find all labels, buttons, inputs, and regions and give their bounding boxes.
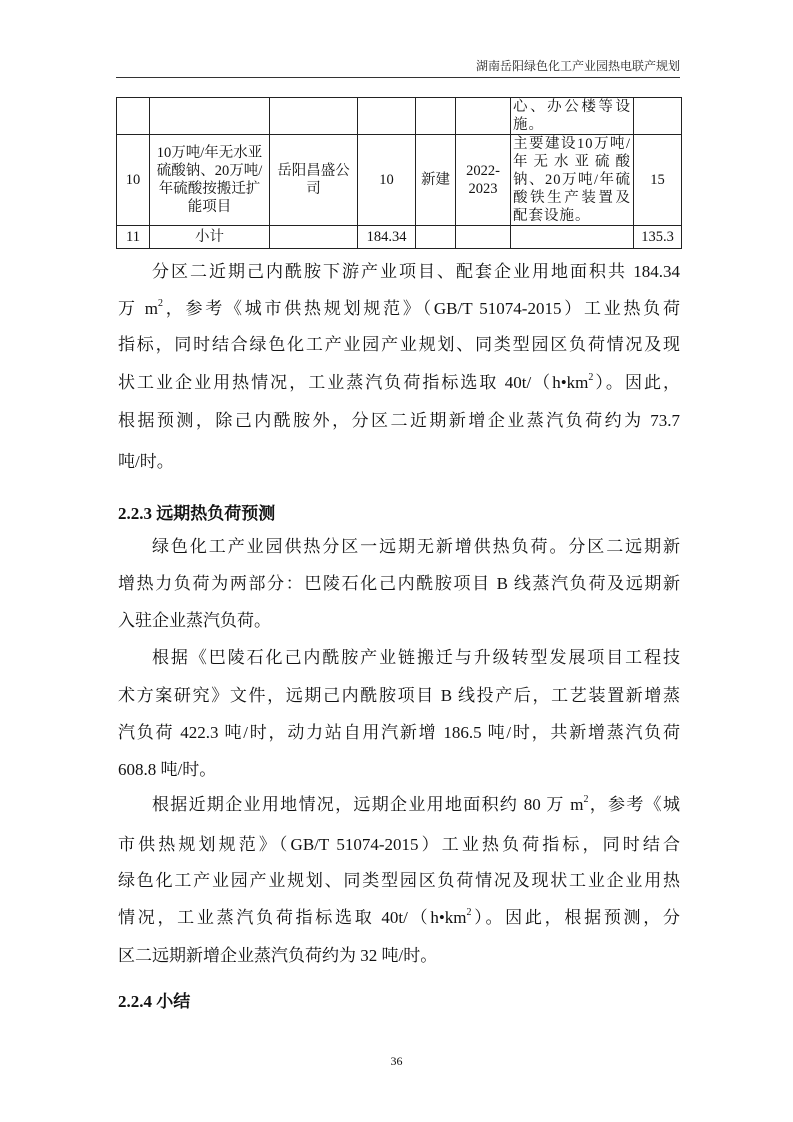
text-run: 分区二近期己内酰胺下游产业项目、配套企业用地面积共 184.34	[152, 262, 680, 281]
text-run: 入驻企业蒸汽负荷。	[118, 611, 271, 630]
text-run: 吨/时。	[118, 452, 174, 471]
section-heading: 2.2.4 小结	[118, 992, 191, 1011]
table-cell	[270, 226, 358, 249]
paragraph-line	[118, 835, 680, 855]
text-run: ，参考《城	[588, 795, 680, 814]
table-cell: 135.3	[634, 226, 682, 249]
paragraph-line	[118, 871, 680, 891]
table-row	[117, 226, 682, 249]
table-cell	[456, 98, 511, 135]
text-run: 状工业企业用热情况，工业蒸汽负荷指标选取 40t/（h•km	[118, 373, 589, 392]
table-cell: 新建	[416, 135, 456, 226]
table-cell: 小计	[150, 226, 270, 249]
paragraph-line	[118, 760, 680, 780]
table-cell: 主要建设10万吨/年无水亚硫酸钠、20万吨/年硫酸铁生产装置及配套设施。	[511, 135, 634, 226]
text-run: 情况，工业蒸汽负荷指标选取 40t/（h•km	[118, 908, 467, 927]
text-run: 区二远期新增企业蒸汽负荷约为 32 吨/时。	[118, 946, 438, 965]
text-run: ）。因此，	[593, 373, 681, 392]
table-cell	[117, 98, 150, 135]
paragraph-line	[118, 574, 680, 594]
paragraph-line	[118, 335, 680, 355]
table-cell	[358, 98, 416, 135]
table-row	[117, 98, 682, 135]
paragraph-line	[118, 299, 680, 319]
running-header: 湖南岳阳绿色化工产业园热电联产规划	[475, 59, 680, 73]
page-number: 36	[390, 1054, 403, 1068]
text-run: 608.8 吨/时。	[118, 760, 217, 779]
table-cell: 岳阳昌盛公司	[270, 135, 358, 226]
text-run: 指标，同时结合绿色化工产业园产业规划、同类型园区负荷情况及现	[118, 335, 680, 354]
section-heading: 2.2.3 远期热负荷预测	[118, 504, 276, 523]
text-run: 市供热规划规范》（GB/T 51074-2015）工业热负荷指标，同时结合	[118, 835, 680, 854]
paragraph-line	[152, 795, 680, 815]
paragraph-line	[118, 373, 680, 393]
text-run: 根据《巴陵石化己内酰胺产业链搬迁与升级转型发展项目工程技	[152, 648, 680, 667]
paragraph-line	[152, 648, 680, 668]
superscript: 2	[158, 298, 163, 309]
table-cell: 15	[634, 135, 682, 226]
table-cell: 184.34	[358, 226, 416, 249]
table-cell	[456, 226, 511, 249]
text-run: ）。因此，根据预测，分	[471, 908, 680, 927]
paragraph-line	[118, 411, 680, 431]
text-run: 汽负荷 422.3 吨/时，动力站自用汽新增 186.5 吨/时，共新增蒸汽负荷	[118, 723, 680, 742]
table-cell	[511, 226, 634, 249]
text-run: 绿色化工产业园供热分区一远期无新增供热负荷。分区二远期新	[152, 537, 680, 556]
table-cell: 心、办公楼等设施。	[511, 98, 634, 135]
table-cell: 10	[358, 135, 416, 226]
table-cell	[634, 98, 682, 135]
table-cell	[270, 98, 358, 135]
table-cell: 2022-2023	[456, 135, 511, 226]
paragraph-line	[152, 262, 680, 282]
text-run: 术方案研究》文件，远期己内酰胺项目 B 线投产后，工艺装置新增蒸	[118, 686, 680, 705]
text-run: ，参考《城市供热规划规范》（GB/T 51074-2015）工业热负荷	[163, 299, 680, 318]
table-cell: 10万吨/年无水亚硫酸钠、20万吨/年硫酸按搬迁扩能项目	[150, 135, 270, 226]
project-table	[116, 97, 682, 249]
paragraph-line	[118, 686, 680, 706]
superscript: 2	[466, 907, 472, 918]
superscript: 2	[588, 372, 594, 383]
header-rule	[116, 77, 680, 78]
table-cell	[150, 98, 270, 135]
table-cell	[416, 98, 456, 135]
superscript: 2	[583, 794, 589, 805]
text-run: 根据预测，除己内酰胺外，分区二近期新增企业蒸汽负荷约为 73.7	[118, 411, 680, 430]
paragraph-line	[118, 908, 680, 928]
paragraph-line	[152, 537, 680, 557]
text-run: 增热力负荷为两部分：巴陵石化己内酰胺项目 B 线蒸汽负荷及远期新	[118, 574, 680, 593]
table-cell	[416, 226, 456, 249]
text-run: 根据近期企业用地情况，远期企业用地面积约 80 万 m	[152, 795, 584, 814]
text-run: 万 m	[118, 299, 158, 318]
paragraph-line	[118, 452, 680, 472]
table-cell: 10	[117, 135, 150, 226]
table-cell: 11	[117, 226, 150, 249]
paragraph-line	[118, 611, 680, 631]
paragraph-line	[118, 723, 680, 743]
text-run: 绿色化工产业园产业规划、同类型园区负荷情况及现状工业企业用热	[118, 871, 680, 890]
table-row	[117, 135, 682, 226]
paragraph-line	[118, 946, 680, 966]
